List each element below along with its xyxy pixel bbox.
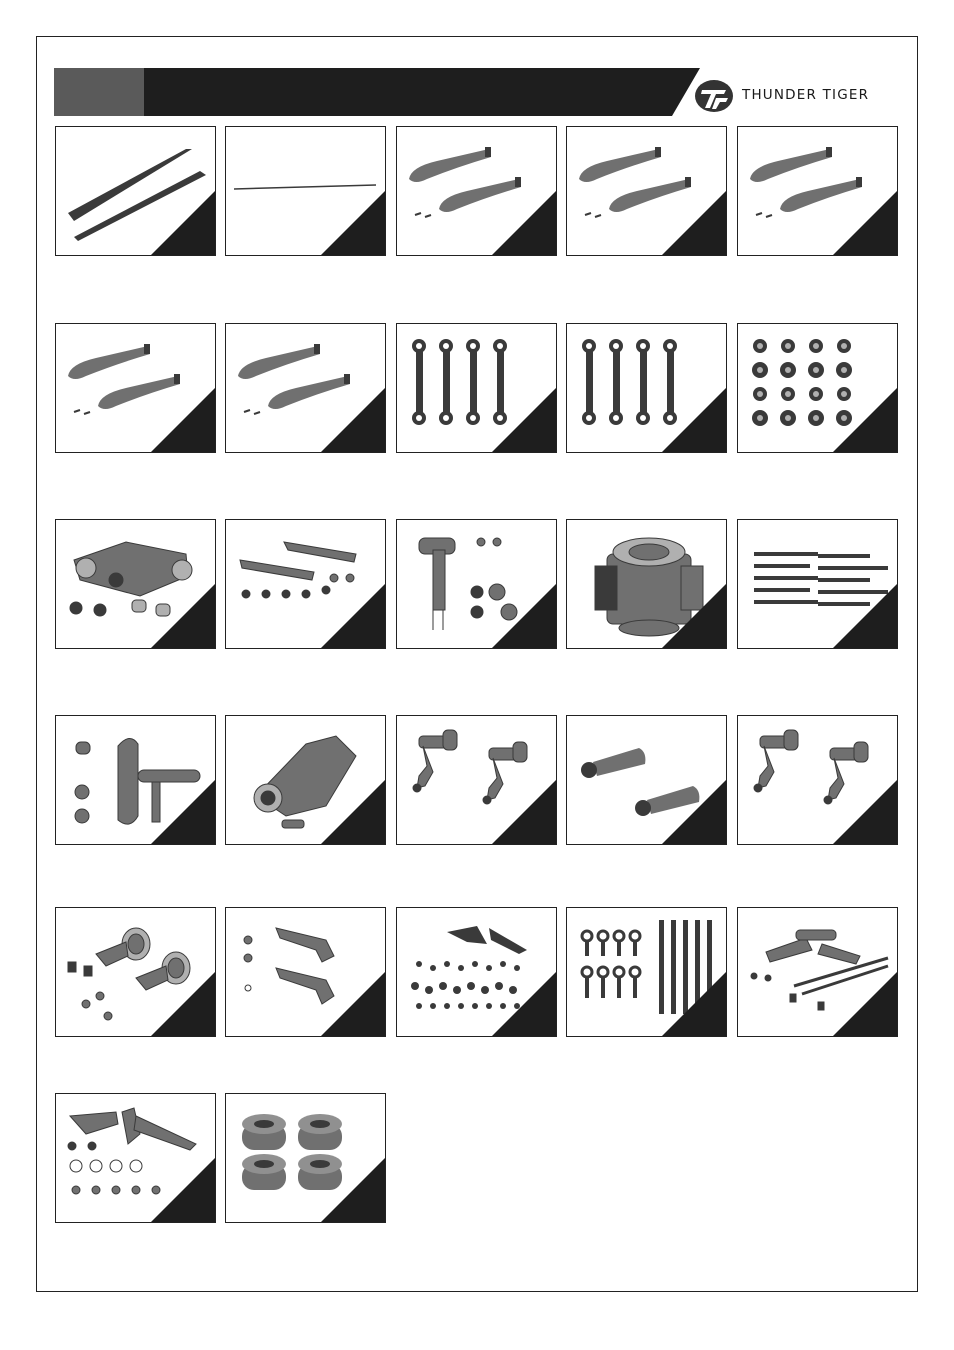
part-number-corner <box>832 387 898 453</box>
part-number-corner <box>320 971 386 1037</box>
part-number-corner <box>491 387 557 453</box>
part-card <box>225 323 386 453</box>
part-number-corner <box>320 190 386 256</box>
part-number-corner <box>832 779 898 845</box>
part-number-corner <box>491 779 557 845</box>
part-card <box>396 323 557 453</box>
part-card <box>55 1093 216 1223</box>
part-card <box>55 519 216 649</box>
part-number-corner <box>832 190 898 256</box>
part-card <box>566 519 727 649</box>
part-card <box>225 1093 386 1223</box>
part-number-corner <box>320 387 386 453</box>
part-number-corner <box>661 583 727 649</box>
part-card <box>396 126 557 256</box>
part-number-corner <box>491 583 557 649</box>
brand-name: THUNDER TIGER <box>742 87 870 103</box>
part-number-corner <box>832 971 898 1037</box>
section-tab <box>54 68 144 116</box>
part-number-corner <box>150 583 216 649</box>
part-number-corner <box>150 779 216 845</box>
part-card <box>396 519 557 649</box>
part-number-corner <box>150 1157 216 1223</box>
part-card <box>566 715 727 845</box>
part-card <box>55 323 216 453</box>
part-card <box>737 519 898 649</box>
part-card <box>55 715 216 845</box>
brand-logo <box>694 78 904 114</box>
part-card <box>737 715 898 845</box>
part-card <box>225 907 386 1037</box>
part-card <box>225 519 386 649</box>
part-number-corner <box>661 190 727 256</box>
part-card <box>737 907 898 1037</box>
part-number-corner <box>150 971 216 1037</box>
part-number-corner <box>150 190 216 256</box>
part-card <box>737 126 898 256</box>
part-number-corner <box>661 971 727 1037</box>
part-number-corner <box>661 387 727 453</box>
part-card <box>396 907 557 1037</box>
part-card <box>225 126 386 256</box>
header-bar <box>54 68 700 116</box>
part-number-corner <box>491 190 557 256</box>
part-card <box>225 715 386 845</box>
part-number-corner <box>661 779 727 845</box>
part-number-corner <box>320 583 386 649</box>
part-number-corner <box>491 971 557 1037</box>
part-number-corner <box>320 1157 386 1223</box>
tiger-logo-icon <box>694 78 738 114</box>
part-card <box>55 126 216 256</box>
part-number-corner <box>832 583 898 649</box>
part-card <box>737 323 898 453</box>
part-card <box>396 715 557 845</box>
part-number-corner <box>320 779 386 845</box>
part-card <box>55 907 216 1037</box>
part-card <box>566 126 727 256</box>
part-card <box>566 323 727 453</box>
part-number-corner <box>150 387 216 453</box>
part-card <box>566 907 727 1037</box>
